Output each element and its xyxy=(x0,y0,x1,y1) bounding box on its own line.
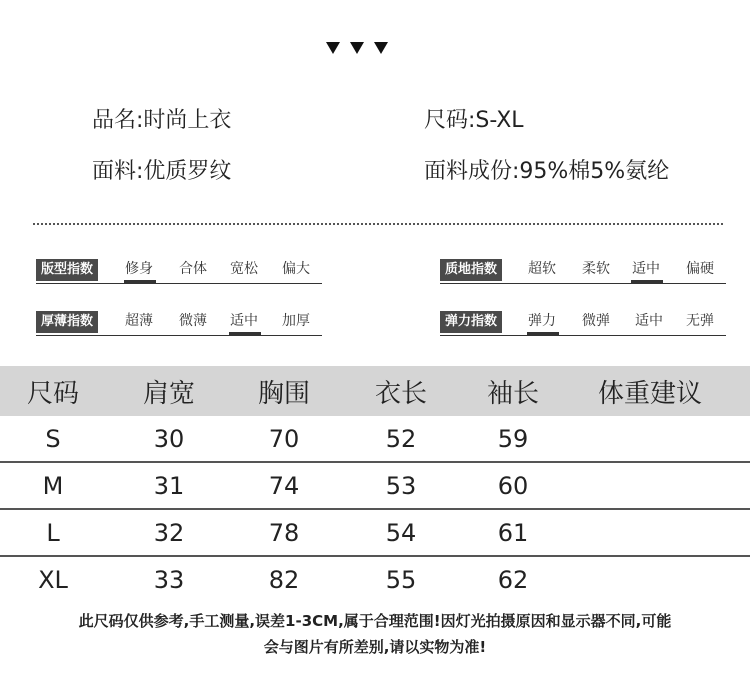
header-cell: 尺码 xyxy=(26,378,79,409)
sleeve-cell: 61 xyxy=(497,518,529,547)
rating-label: 弹力指数 xyxy=(440,311,502,333)
header-cell: 胸围 xyxy=(257,378,310,409)
header-cell: 衣长 xyxy=(374,378,427,409)
rating-label: 厚薄指数 xyxy=(36,311,98,333)
shoulder-cell: 31 xyxy=(153,471,185,500)
rating-texture xyxy=(440,258,726,284)
shoulder-cell: 32 xyxy=(153,518,185,547)
table-row xyxy=(0,463,750,510)
weight-cell xyxy=(570,510,730,555)
weight-cell xyxy=(570,463,730,508)
rating-option: 修身 xyxy=(125,261,153,277)
rating-option: 微薄 xyxy=(179,313,207,329)
rating-option: 宽松 xyxy=(230,261,258,277)
rating-option: 超软 xyxy=(528,261,556,277)
header-cell: 肩宽 xyxy=(142,378,195,409)
weight-cell xyxy=(570,557,730,602)
rating-label: 版型指数 xyxy=(36,259,98,281)
sleeve-cell: 60 xyxy=(497,471,529,500)
length-cell: 52 xyxy=(385,424,417,453)
size-table-header xyxy=(0,366,750,416)
triangle-down-icon xyxy=(326,42,340,54)
shoulder-cell: 30 xyxy=(153,424,185,453)
rating-option: 柔软 xyxy=(582,261,610,277)
rating-selected-marker xyxy=(631,280,663,284)
decorative-triangles xyxy=(326,42,388,54)
header-cell: 体重建议 xyxy=(597,378,702,409)
rating-elasticity xyxy=(440,310,726,336)
rating-option: 偏硬 xyxy=(686,261,714,277)
header-cell: 袖长 xyxy=(486,378,539,409)
product-size-range: 尺码:S-XL xyxy=(424,108,524,133)
table-row xyxy=(0,557,750,602)
rating-baseline xyxy=(440,283,726,284)
table-row xyxy=(0,510,750,557)
table-row xyxy=(0,416,750,463)
product-name: 品名:时尚上衣 xyxy=(92,108,232,133)
sleeve-cell: 62 xyxy=(497,565,529,594)
rating-option: 加厚 xyxy=(282,313,310,329)
rating-selected-marker xyxy=(229,332,261,336)
rating-baseline xyxy=(36,335,322,336)
rating-option: 合体 xyxy=(179,261,207,277)
chest-cell: 74 xyxy=(268,471,300,500)
rating-selected-marker xyxy=(527,332,559,336)
size-table xyxy=(0,366,750,602)
length-cell: 53 xyxy=(385,471,417,500)
chest-cell: 82 xyxy=(268,565,300,594)
rating-option: 无弹 xyxy=(686,313,714,329)
disclaimer-line-1: 此尺码仅供参考,手工测量,误差1-3CM,属于合理范围!因灯光拍摄原因和显示器不同,可能 xyxy=(78,612,672,630)
rating-option: 微弹 xyxy=(582,313,610,329)
rating-thickness xyxy=(36,310,322,336)
rating-label: 质地指数 xyxy=(440,259,502,281)
size-cell: M xyxy=(42,471,64,500)
rating-option: 适中 xyxy=(632,261,660,277)
weight-cell xyxy=(570,416,730,461)
rating-baseline xyxy=(440,335,726,336)
length-cell: 55 xyxy=(385,565,417,594)
dotted-divider xyxy=(33,223,723,225)
rating-option: 弹力 xyxy=(528,313,556,329)
size-cell: L xyxy=(46,518,60,547)
rating-fit xyxy=(36,258,322,284)
chest-cell: 70 xyxy=(268,424,300,453)
rating-option: 偏大 xyxy=(282,261,310,277)
size-cell: S xyxy=(45,424,61,453)
chest-cell: 78 xyxy=(268,518,300,547)
shoulder-cell: 33 xyxy=(153,565,185,594)
rating-selected-marker xyxy=(124,280,156,284)
disclaimer-line-2: 会与图片有所差别,请以实物为准! xyxy=(263,638,487,656)
triangle-down-icon xyxy=(350,42,364,54)
size-cell: XL xyxy=(38,565,68,594)
triangle-down-icon xyxy=(374,42,388,54)
sleeve-cell: 59 xyxy=(497,424,529,453)
rating-option: 适中 xyxy=(230,313,258,329)
length-cell: 54 xyxy=(385,518,417,547)
rating-option: 适中 xyxy=(635,313,663,329)
rating-baseline xyxy=(36,283,322,284)
product-fabric: 面料:优质罗纹 xyxy=(92,159,232,184)
rating-option: 超薄 xyxy=(125,313,153,329)
product-composition: 面料成份:95%棉5%氨纶 xyxy=(424,159,670,184)
